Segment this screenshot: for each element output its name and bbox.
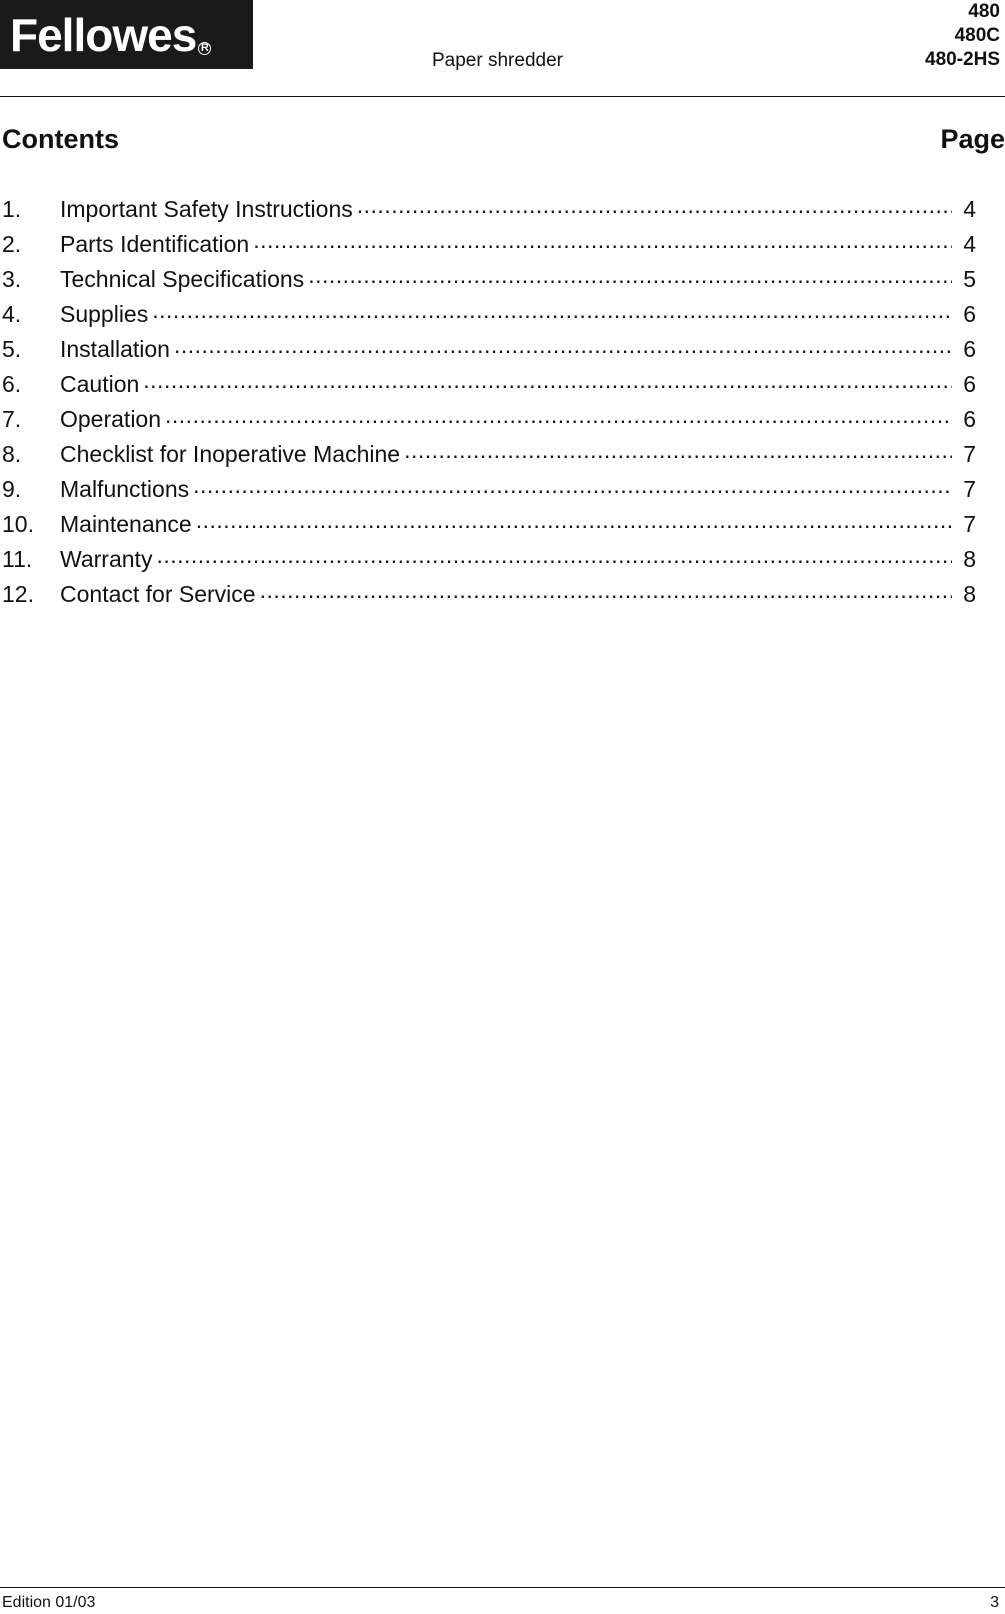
dot-leader — [143, 369, 952, 392]
toc-entry-number: 10. — [2, 511, 34, 537]
toc-entry-page: 4 — [963, 196, 976, 222]
toc-entry-page: 8 — [963, 546, 976, 572]
edition-label: Edition 01/03 — [2, 1594, 96, 1611]
toc-entry[interactable] — [2, 229, 976, 264]
table-of-contents — [2, 194, 976, 614]
dot-leader — [174, 334, 952, 357]
toc-entry-page: 6 — [963, 336, 976, 362]
toc-entry-page: 6 — [963, 371, 976, 397]
dot-leader — [357, 194, 952, 217]
dot-leader — [152, 299, 952, 322]
dot-leader — [165, 404, 952, 427]
toc-entry-title: Maintenance — [60, 511, 192, 537]
toc-entry-page: 7 — [963, 511, 976, 537]
dot-leader — [253, 229, 952, 252]
model-name: 480-2HS — [925, 49, 1000, 70]
toc-entry-title: Parts Identification — [60, 231, 250, 257]
model-list — [925, 0, 1000, 72]
toc-entry[interactable] — [2, 264, 976, 299]
toc-entry-number: 5. — [2, 336, 22, 362]
page-number: 3 — [990, 1594, 999, 1611]
dot-leader — [308, 264, 952, 287]
toc-entry-page: 7 — [963, 441, 976, 467]
toc-entry-page: 6 — [963, 406, 976, 432]
toc-entry-number: 2. — [2, 231, 22, 257]
toc-entry[interactable] — [2, 334, 976, 369]
dot-leader — [193, 474, 952, 497]
toc-entry-number: 11. — [2, 546, 33, 572]
registered-mark-icon: R — [198, 42, 211, 55]
toc-entry-number: 12. — [2, 581, 34, 607]
toc-entry-title: Technical Specifications — [60, 266, 305, 292]
toc-entry-number: 6. — [2, 371, 22, 397]
toc-entry[interactable] — [2, 369, 976, 404]
toc-entry-page: 6 — [963, 301, 976, 327]
dot-leader — [404, 439, 952, 462]
toc-entry-title: Warranty — [60, 546, 153, 572]
toc-entry[interactable] — [2, 404, 976, 439]
toc-entry-number: 8. — [2, 441, 22, 467]
toc-entry-title: Contact for Service — [60, 581, 256, 607]
toc-entry-number: 9. — [2, 476, 22, 502]
toc-entry[interactable] — [2, 474, 976, 509]
dot-leader — [156, 544, 952, 567]
toc-entry-title: Operation — [60, 406, 162, 432]
toc-entry-number: 3. — [2, 266, 22, 292]
toc-entry-title: Important Safety Instructions — [60, 196, 353, 222]
header-divider — [0, 96, 1005, 97]
toc-entry-title: Installation — [60, 336, 170, 362]
toc-entry-title: Checklist for Inoperative Machine — [60, 441, 401, 467]
toc-entry-page: 7 — [963, 476, 976, 502]
toc-entry[interactable] — [2, 509, 976, 544]
toc-entry-title: Malfunctions — [60, 476, 190, 502]
document-type: Paper shredder — [432, 50, 563, 71]
toc-entry-page: 4 — [963, 231, 976, 257]
toc-entry[interactable] — [2, 579, 976, 614]
page-column-heading: Page — [940, 124, 1005, 154]
toc-entry[interactable] — [2, 194, 976, 229]
toc-entry-number: 1. — [2, 196, 22, 222]
toc-entry[interactable] — [2, 544, 976, 579]
toc-entry-page: 5 — [963, 266, 976, 292]
dot-leader — [196, 509, 952, 532]
model-name: 480 — [968, 1, 1000, 22]
footer-divider — [0, 1587, 1005, 1588]
toc-entry-title: Caution — [60, 371, 140, 397]
toc-entry-number: 7. — [2, 406, 22, 432]
fellowes-logo — [0, 0, 253, 69]
dot-leader — [260, 579, 952, 602]
toc-entry[interactable] — [2, 299, 976, 334]
toc-entry-page: 8 — [963, 581, 976, 607]
toc-entry-title: Supplies — [60, 301, 149, 327]
model-name: 480C — [954, 25, 1000, 46]
contents-heading: Contents — [2, 124, 119, 154]
toc-entry-number: 4. — [2, 301, 22, 327]
toc-entry[interactable] — [2, 439, 976, 474]
logo-wordmark: Fellowes — [10, 8, 197, 61]
